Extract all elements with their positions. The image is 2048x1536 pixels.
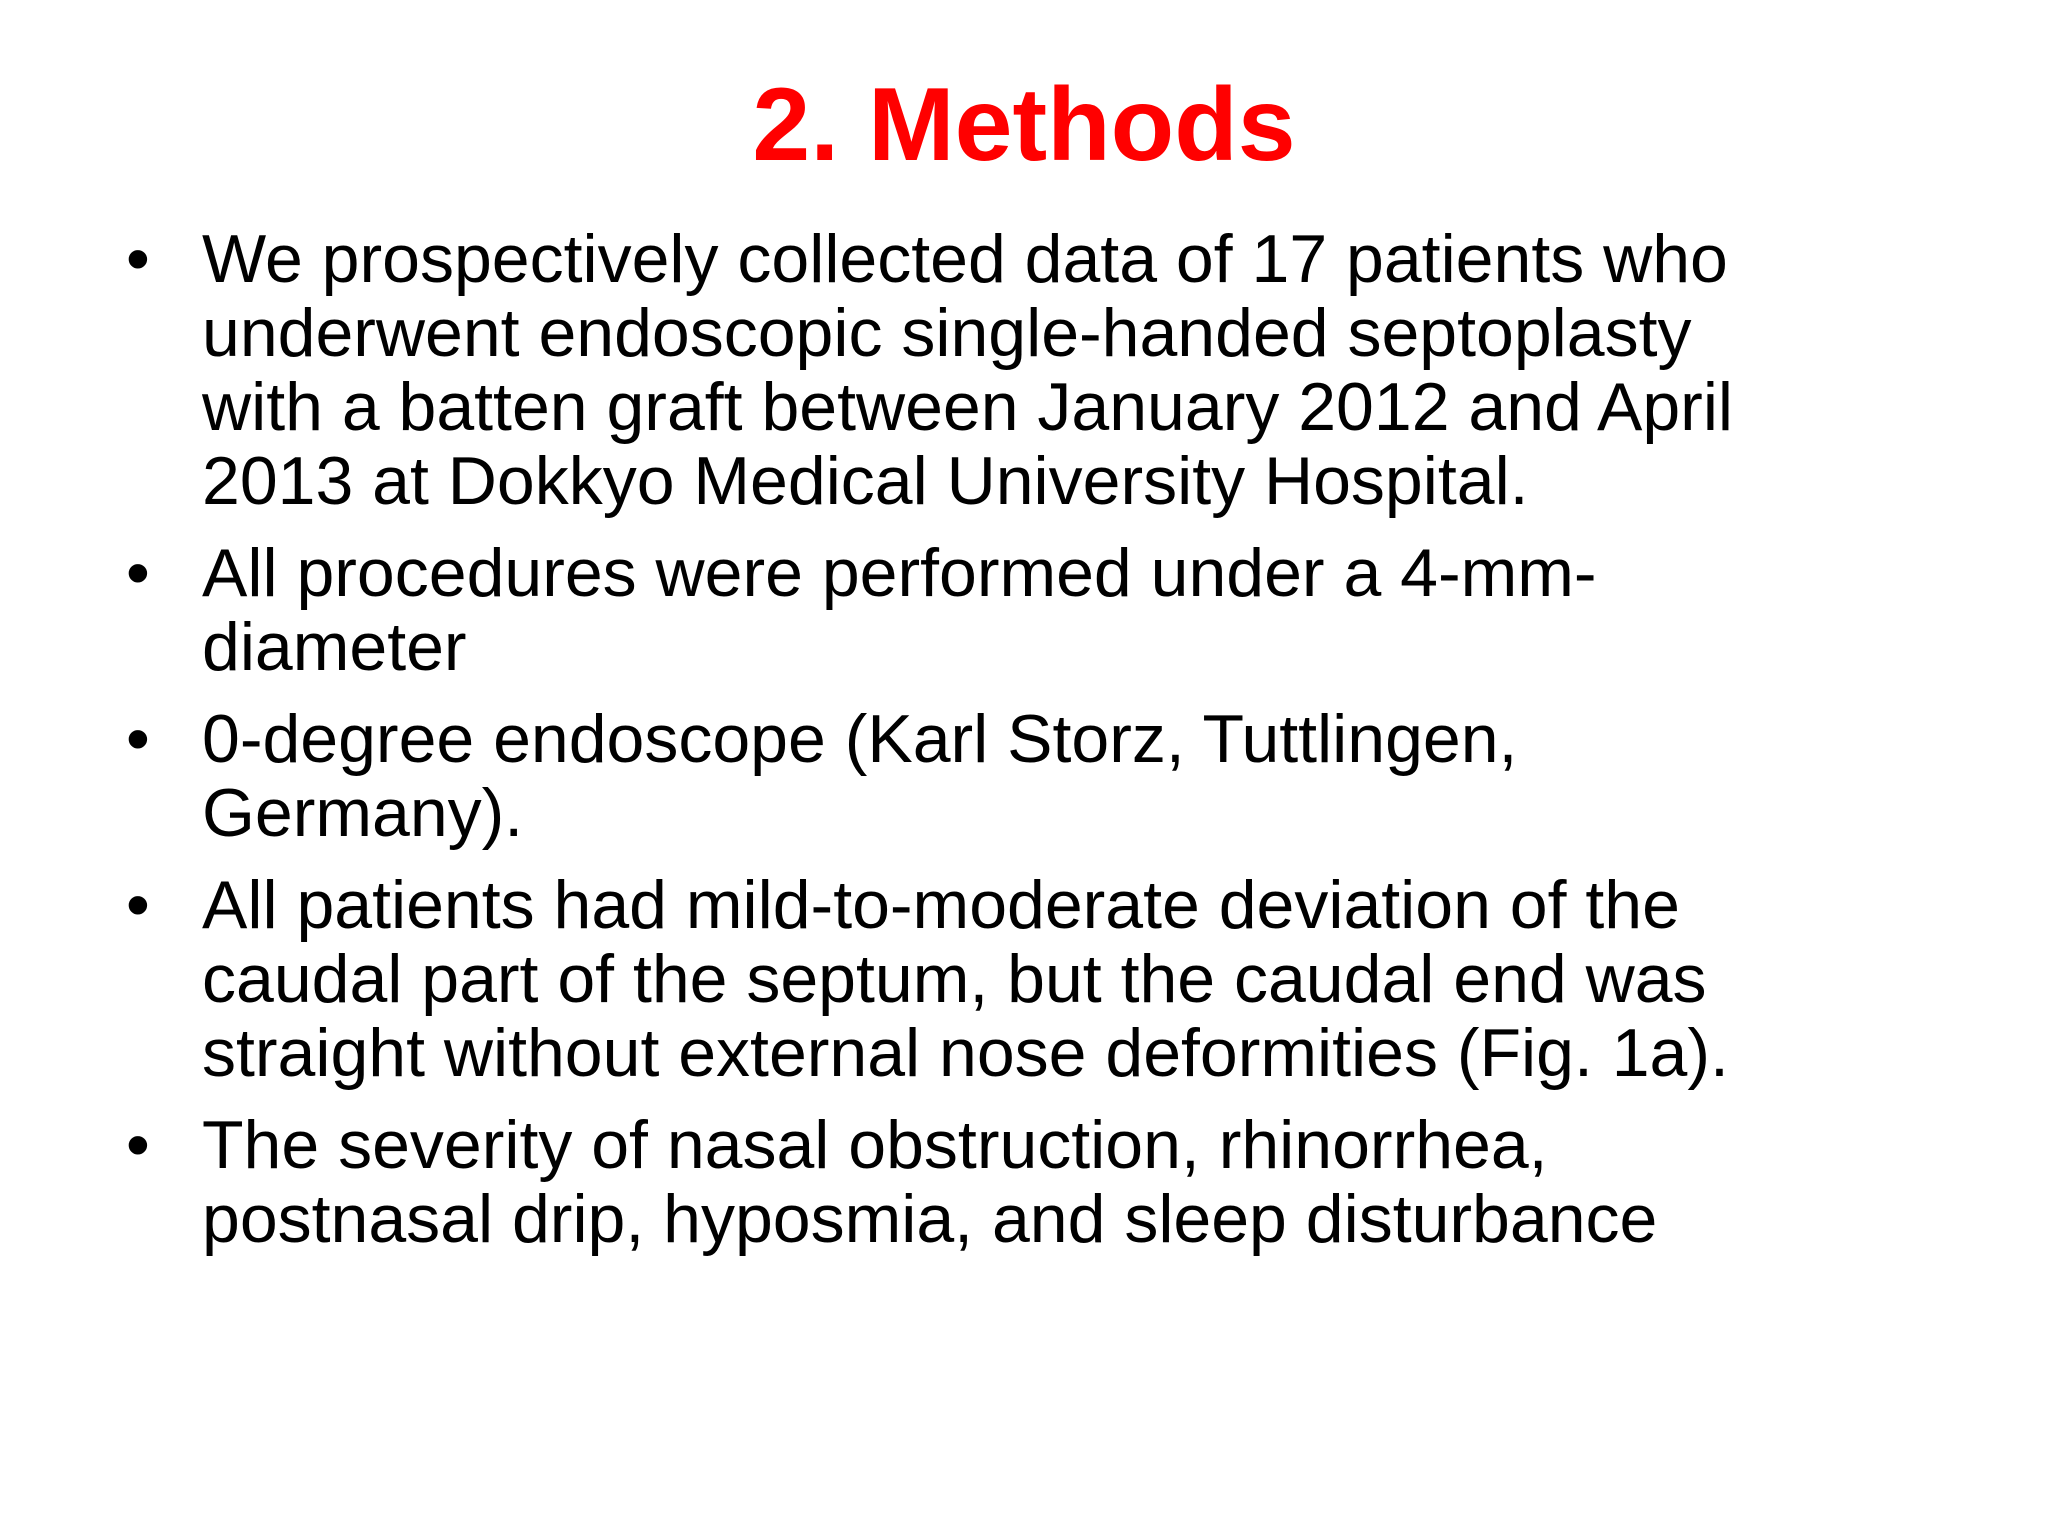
bullet-icon: • — [126, 867, 150, 943]
slide-title: 2. Methods — [752, 67, 1296, 183]
bullet-line: straight without external nose deformities (Fig. 1a). — [202, 1015, 1729, 1091]
bullet-line: 0-degree endoscope (Karl Storz, Tuttlingen, — [202, 701, 1518, 777]
bullet-line: postnasal drip, hyposmia, and sleep disturbance — [202, 1181, 1658, 1257]
bullet-item — [118, 1108, 1918, 1256]
bullet-line: diameter — [202, 609, 467, 685]
bullet-line: with a batten graft between January 2012 and April — [202, 369, 1734, 445]
bullet-item — [118, 702, 1918, 850]
bullet-item — [118, 536, 1918, 684]
bullet-icon: • — [126, 221, 150, 297]
bullet-line: All patients had mild-to-moderate deviation of the — [202, 867, 1680, 943]
bullet-item — [118, 868, 1918, 1090]
bullet-item — [118, 222, 1918, 518]
bullet-icon: • — [126, 1107, 150, 1183]
bullet-line: caudal part of the septum, but the caudal end was — [202, 941, 1707, 1017]
bullet-line: Germany). — [202, 775, 524, 851]
bullet-line: 2013 at Dokkyo Medical University Hospital. — [202, 443, 1529, 519]
bullet-line: We prospectively collected data of 17 patients who — [202, 221, 1728, 297]
bullet-list — [118, 222, 1918, 1274]
bullet-icon: • — [126, 535, 150, 611]
bullet-icon: • — [126, 701, 150, 777]
bullet-line: The severity of nasal obstruction, rhinorrhea, — [202, 1107, 1548, 1183]
bullet-line: All procedures were performed under a 4-mm- — [202, 535, 1597, 611]
bullet-line: underwent endoscopic single-handed septoplasty — [202, 295, 1692, 371]
